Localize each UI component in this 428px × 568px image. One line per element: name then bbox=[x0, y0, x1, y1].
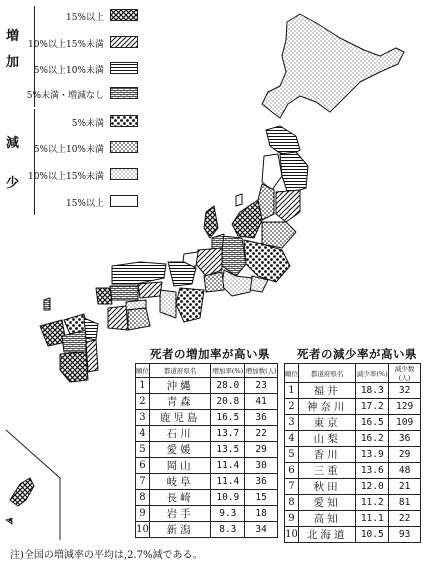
table-row bbox=[285, 479, 421, 495]
region-ehime bbox=[108, 306, 128, 330]
table-row bbox=[136, 522, 278, 538]
count-cell: 15 bbox=[245, 490, 278, 506]
rank-cell: 1 bbox=[285, 383, 299, 399]
rank-cell: 4 bbox=[136, 426, 150, 442]
count-cell: 30 bbox=[245, 458, 278, 474]
legend-label: 15%以上 bbox=[65, 13, 104, 23]
rate-cell: 20.8 bbox=[211, 394, 245, 410]
count-cell: 129 bbox=[389, 399, 421, 415]
rate-cell: 16.5 bbox=[211, 410, 245, 426]
rate-cell: 11.4 bbox=[211, 458, 245, 474]
table-row bbox=[285, 415, 421, 431]
legend-swatch-large-dots bbox=[110, 115, 138, 127]
count-cell: 32 bbox=[389, 383, 421, 399]
table-row bbox=[136, 506, 278, 522]
rate-cell: 13.7 bbox=[211, 426, 245, 442]
rank-cell: 7 bbox=[136, 474, 150, 490]
count-cell: 109 bbox=[389, 415, 421, 431]
rate-cell: 17.2 bbox=[356, 399, 389, 415]
count-cell: 81 bbox=[389, 495, 421, 511]
prefecture-cell: 三重 bbox=[298, 463, 355, 479]
okinawa-inset bbox=[6, 430, 60, 540]
prefecture-cell: 高知 bbox=[298, 511, 355, 527]
count-cell: 34 bbox=[245, 522, 278, 538]
table-row bbox=[136, 474, 278, 490]
rate-cell: 13.6 bbox=[356, 463, 389, 479]
count-cell: 41 bbox=[245, 394, 278, 410]
count-cell: 29 bbox=[245, 442, 278, 458]
prefecture-cell: 愛媛 bbox=[149, 442, 210, 458]
col-header: 都道府県名 bbox=[149, 364, 210, 378]
island-sado bbox=[236, 194, 242, 206]
increase-side-label: 増加 bbox=[6, 29, 20, 70]
rate-cell: 12.0 bbox=[356, 479, 389, 495]
rank-cell: 8 bbox=[285, 495, 299, 511]
footnote: 注)全国の増減率の平均は,2.7%減である。 bbox=[10, 550, 203, 561]
legend-swatch-crosshatch bbox=[110, 9, 138, 21]
count-cell: 23 bbox=[245, 378, 278, 394]
rank-cell: 10 bbox=[136, 522, 150, 538]
region-kagoshima bbox=[60, 352, 88, 382]
rate-cell: 9.3 bbox=[211, 506, 245, 522]
rate-cell: 10.9 bbox=[211, 490, 245, 506]
decrease-table-title: 死者の減少率が高い県 bbox=[297, 347, 417, 361]
table-row bbox=[285, 527, 421, 543]
region-mie-nara bbox=[176, 288, 204, 322]
legend-label: 5%未満・増減なし bbox=[26, 91, 104, 101]
rank-cell: 7 bbox=[285, 479, 299, 495]
table-row bbox=[136, 410, 278, 426]
prefecture-cell: 北海道 bbox=[298, 527, 355, 543]
rank-cell: 9 bbox=[136, 506, 150, 522]
rate-cell: 11.4 bbox=[211, 474, 245, 490]
rate-cell: 11.1 bbox=[356, 511, 389, 527]
prefecture-cell: 新潟 bbox=[149, 522, 210, 538]
rank-cell: 3 bbox=[285, 415, 299, 431]
region-okinawa bbox=[10, 478, 34, 506]
prefecture-cell: 石川 bbox=[149, 426, 210, 442]
legend-label: 5%未満 bbox=[71, 119, 104, 129]
prefecture-cell: 沖縄 bbox=[149, 378, 210, 394]
prefecture-cell: 岡山 bbox=[149, 458, 210, 474]
table-row bbox=[136, 394, 278, 410]
region-fukushima bbox=[262, 222, 296, 248]
count-cell: 93 bbox=[389, 527, 421, 543]
rank-cell: 3 bbox=[136, 410, 150, 426]
table-row bbox=[136, 458, 278, 474]
rate-cell: 18.3 bbox=[356, 383, 389, 399]
rank-cell: 5 bbox=[285, 447, 299, 463]
table-row bbox=[285, 495, 421, 511]
region-chugoku-north bbox=[112, 262, 166, 284]
decrease-ranking-table bbox=[284, 363, 421, 543]
col-header: 順位 bbox=[136, 364, 150, 378]
increase-table-title: 死者の増加率が高い県 bbox=[150, 347, 270, 361]
rate-cell: 28.0 bbox=[211, 378, 245, 394]
table-row bbox=[136, 490, 278, 506]
table-row bbox=[285, 447, 421, 463]
prefecture-cell: 神奈川 bbox=[298, 399, 355, 415]
prefecture-cell: 香川 bbox=[298, 447, 355, 463]
table-row bbox=[285, 399, 421, 415]
legend-label: 5%以上10%未満 bbox=[33, 66, 104, 76]
table-row bbox=[285, 463, 421, 479]
rate-cell: 16.2 bbox=[356, 431, 389, 447]
legend-swatch-fine-dots bbox=[110, 168, 138, 180]
rank-cell: 4 bbox=[285, 431, 299, 447]
rank-cell: 2 bbox=[136, 394, 150, 410]
rate-cell: 13.5 bbox=[211, 442, 245, 458]
prefecture-cell: 鹿児島 bbox=[149, 410, 210, 426]
count-cell: 48 bbox=[389, 463, 421, 479]
rate-cell: 10.5 bbox=[356, 527, 389, 543]
count-cell: 22 bbox=[245, 426, 278, 442]
table-row bbox=[285, 383, 421, 399]
region-aomori bbox=[266, 126, 300, 156]
prefecture-cell: 愛知 bbox=[298, 495, 355, 511]
rank-cell: 10 bbox=[285, 527, 299, 543]
rank-cell: 5 bbox=[136, 442, 150, 458]
col-header: 減少数(人) bbox=[389, 364, 421, 383]
decrease-side-label: 減少 bbox=[6, 136, 20, 191]
legend-label: 15%以上 bbox=[65, 199, 104, 209]
col-header: 増加数(人) bbox=[245, 364, 278, 378]
count-cell: 21 bbox=[389, 479, 421, 495]
legend-swatch-diagonal bbox=[110, 36, 138, 48]
rank-cell: 6 bbox=[136, 458, 150, 474]
legend-label: 5%以上10%未満 bbox=[33, 145, 104, 155]
prefecture-cell: 秋田 bbox=[298, 479, 355, 495]
count-cell: 22 bbox=[389, 511, 421, 527]
count-cell: 36 bbox=[245, 474, 278, 490]
col-header: 増加率(%) bbox=[211, 364, 245, 378]
region-ishikawa bbox=[204, 206, 218, 238]
rate-cell: 11.2 bbox=[356, 495, 389, 511]
col-header: 減少率(%) bbox=[356, 364, 389, 383]
region-nagasaki bbox=[40, 320, 66, 346]
prefecture-cell: 岐阜 bbox=[149, 474, 210, 490]
region-oita bbox=[84, 318, 98, 340]
col-header: 順位 bbox=[285, 364, 299, 383]
table-row bbox=[136, 426, 278, 442]
legend-swatch-medium-dots bbox=[110, 141, 138, 153]
region-osaka-wakayama bbox=[160, 290, 176, 318]
region-kochi bbox=[128, 308, 150, 330]
rank-cell: 2 bbox=[285, 399, 299, 415]
region-miyagi bbox=[276, 190, 300, 222]
count-cell: 18 bbox=[245, 506, 278, 522]
rank-cell: 9 bbox=[285, 511, 299, 527]
table-row bbox=[285, 511, 421, 527]
region-iwate bbox=[280, 152, 308, 194]
region-okayama bbox=[138, 282, 162, 298]
legend-label: 10%以上15%未満 bbox=[27, 172, 104, 182]
island-tsushima bbox=[44, 298, 50, 310]
prefecture-cell: 東京 bbox=[298, 415, 355, 431]
rank-cell: 1 bbox=[136, 378, 150, 394]
prefecture-cell: 青森 bbox=[149, 394, 210, 410]
count-cell: 36 bbox=[389, 431, 421, 447]
region-gifu bbox=[196, 248, 222, 276]
rate-cell: 8.3 bbox=[211, 522, 245, 538]
legend-label: 10%以上15%未満 bbox=[27, 40, 104, 50]
legend-swatch-brick bbox=[110, 87, 138, 99]
count-cell: 29 bbox=[389, 447, 421, 463]
prefecture-cell: 山梨 bbox=[298, 431, 355, 447]
col-header: 都道府県名 bbox=[298, 364, 355, 383]
rank-cell: 8 bbox=[136, 490, 150, 506]
region-hokkaido bbox=[262, 14, 404, 118]
increase-ranking-table bbox=[135, 363, 278, 538]
prefecture-cell: 長崎 bbox=[149, 490, 210, 506]
legend-swatch-horizontal bbox=[110, 62, 138, 74]
region-nagano bbox=[222, 236, 246, 276]
prefecture-cell: 福井 bbox=[298, 383, 355, 399]
count-cell: 36 bbox=[245, 410, 278, 426]
rate-cell: 13.9 bbox=[356, 447, 389, 463]
rate-cell: 16.5 bbox=[356, 415, 389, 431]
region-miyazaki bbox=[86, 340, 98, 372]
region-hiroshima bbox=[110, 286, 138, 300]
table-row bbox=[285, 431, 421, 447]
rank-cell: 6 bbox=[285, 463, 299, 479]
prefecture-cell: 岩手 bbox=[149, 506, 210, 522]
region-aichi bbox=[204, 272, 224, 292]
region-kumamoto bbox=[62, 330, 86, 352]
region-kyoto-shiga bbox=[168, 262, 196, 286]
region-akita bbox=[262, 154, 282, 190]
table-row bbox=[136, 442, 278, 458]
table-row bbox=[136, 378, 278, 394]
region-yamaguchi bbox=[96, 288, 112, 304]
legend-swatch-blank bbox=[110, 195, 138, 207]
